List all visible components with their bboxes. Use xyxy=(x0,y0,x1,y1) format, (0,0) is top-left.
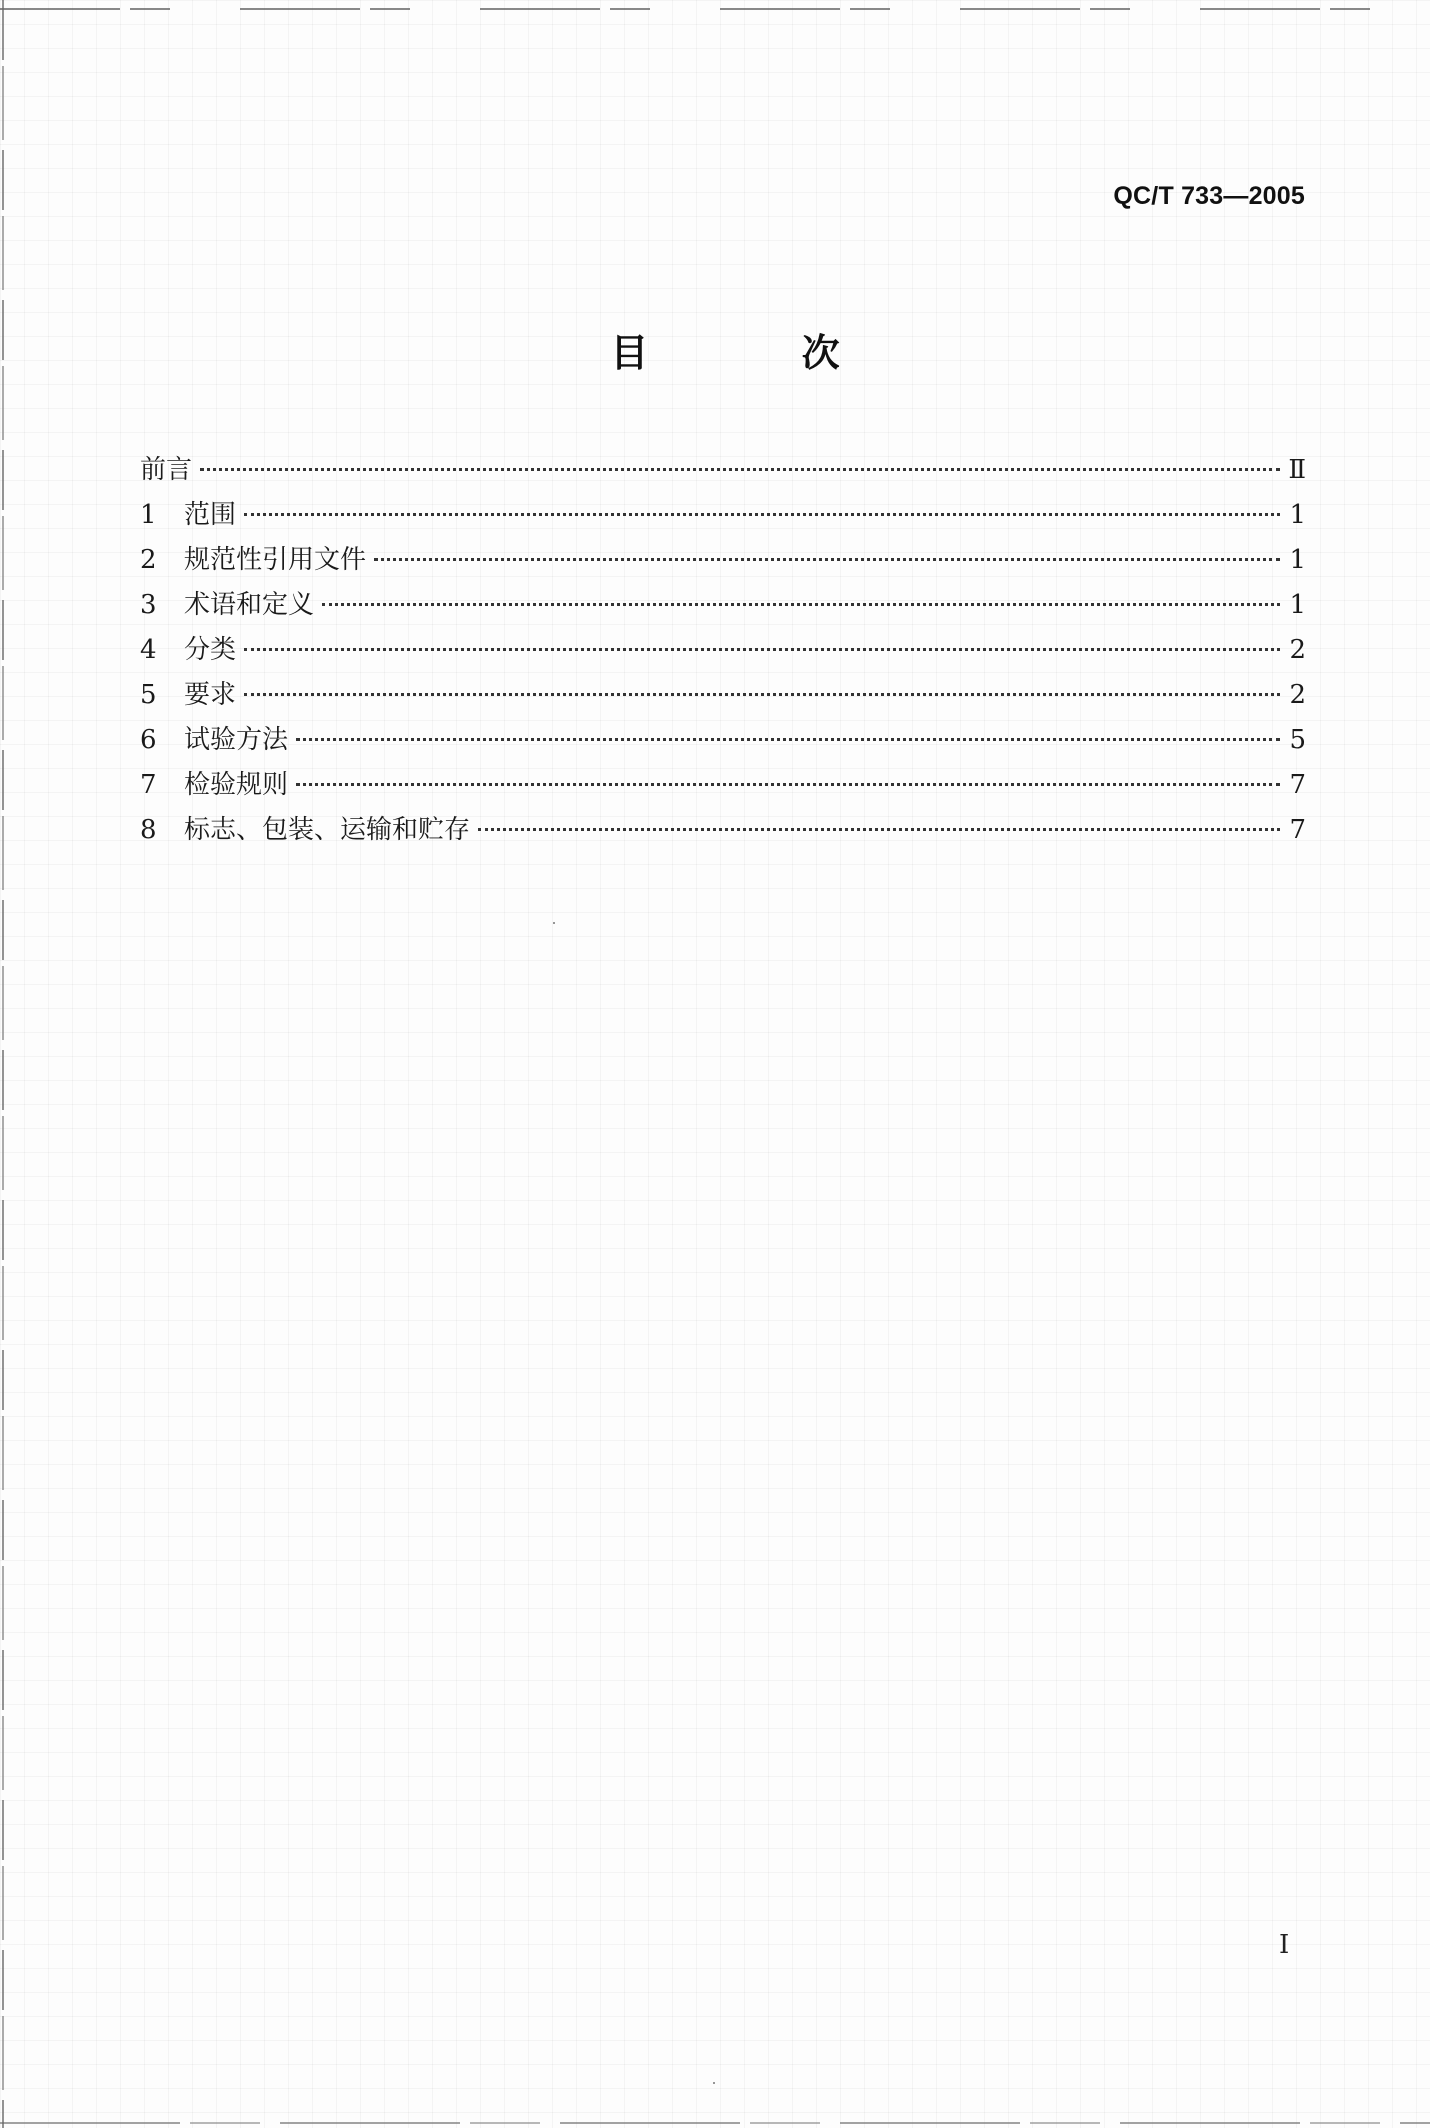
toc-entry-page: 7 xyxy=(1289,815,1306,845)
toc-entry-page: 2 xyxy=(1289,635,1306,665)
toc-entry-label: 检验规则 xyxy=(184,770,289,800)
scan-speck xyxy=(713,2082,715,2084)
standard-code: QC/T 733—2005 xyxy=(1113,182,1305,210)
scan-edge-bottom xyxy=(0,2122,1430,2124)
toc-entry-normative-references[interactable] xyxy=(140,538,1306,583)
toc-entry-label: 标志、包装、运输和贮存 xyxy=(184,815,471,845)
toc-entry-number: 3 xyxy=(140,590,157,620)
toc-dot-leader xyxy=(296,783,1280,786)
toc-dot-leader xyxy=(478,828,1280,831)
toc-entry-number: 4 xyxy=(140,635,157,665)
toc-entry-page: 5 xyxy=(1289,725,1306,755)
toc-entry-number: 1 xyxy=(140,500,157,530)
toc-dot-leader xyxy=(244,513,1280,516)
toc-title: 目 次 xyxy=(610,331,910,375)
toc-dot-leader xyxy=(296,738,1280,741)
toc-entry-page: 1 xyxy=(1289,500,1306,530)
toc-entry-label: 前言 xyxy=(140,455,193,485)
toc-entry-number: 8 xyxy=(140,815,157,845)
toc-dot-leader xyxy=(200,468,1280,471)
toc-entry-label: 分类 xyxy=(184,635,237,665)
toc-entry-label: 规范性引用文件 xyxy=(184,545,367,575)
toc-entry-terms-definitions[interactable] xyxy=(140,583,1306,628)
scan-edge-top xyxy=(0,8,1430,10)
toc-dot-leader xyxy=(322,603,1280,606)
scan-speck xyxy=(553,922,555,924)
toc-entry-test-methods[interactable] xyxy=(140,718,1306,763)
page-number: I xyxy=(1279,1930,1290,1960)
toc-entry-page: Ⅱ xyxy=(1288,455,1306,485)
scan-edge-left xyxy=(2,0,4,2128)
toc-entry-number: 7 xyxy=(140,770,157,800)
toc-dot-leader xyxy=(374,558,1280,561)
toc-entry-page: 2 xyxy=(1289,680,1306,710)
toc-entry-label: 范围 xyxy=(184,500,237,530)
toc-entry-requirements[interactable] xyxy=(140,673,1306,718)
toc-entry-label: 要求 xyxy=(184,680,237,710)
toc-entry-page: 7 xyxy=(1289,770,1306,800)
toc-entry-number: 5 xyxy=(140,680,157,710)
toc-entry-number: 6 xyxy=(140,725,157,755)
toc-entry-marking-packaging[interactable] xyxy=(140,808,1306,853)
toc-entry-label: 试验方法 xyxy=(184,725,289,755)
toc-entry-classification[interactable] xyxy=(140,628,1306,673)
table-of-contents xyxy=(140,448,1306,853)
toc-entry-foreword[interactable] xyxy=(140,448,1306,493)
toc-entry-inspection-rules[interactable] xyxy=(140,763,1306,808)
toc-entry-scope[interactable] xyxy=(140,493,1306,538)
toc-dot-leader xyxy=(244,648,1280,651)
toc-entry-label: 术语和定义 xyxy=(184,590,315,620)
toc-dot-leader xyxy=(244,693,1280,696)
toc-entry-page: 1 xyxy=(1289,545,1306,575)
toc-entry-number: 2 xyxy=(140,545,157,575)
toc-entry-page: 1 xyxy=(1289,590,1306,620)
